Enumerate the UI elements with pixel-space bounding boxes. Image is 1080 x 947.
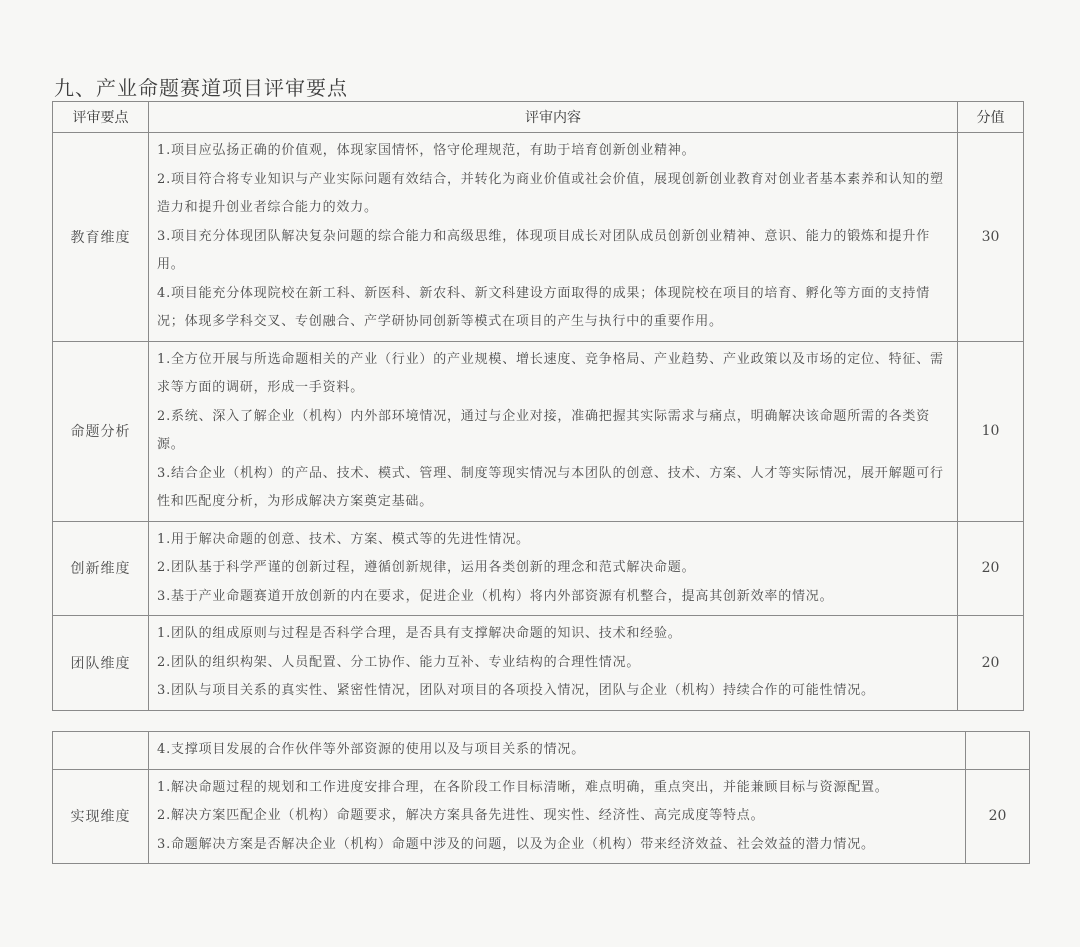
criterion-item: 3.团队与项目关系的真实性、紧密性情况，团队对项目的各项投入情况，团队与企业（机构）持续合作的可能性情况。 <box>157 683 875 698</box>
criterion-item: 1.解决命题过程的规划和工作进度安排合理，在各阶段工作目标清晰，难点明确，重点突出，并能兼顾目标与资源配置。 <box>157 779 889 795</box>
criterion-item: 4.项目能充分体现院校在新工科、新医科、新农科、新文科建设方面取得的成果；体现院校在项目的培育、孵化等方面的支持情况；体现多学科交叉、专创融合、产学研协同创新等模式在项目的产生与执行中的重要作用。 <box>157 285 931 329</box>
score-cell: 20 <box>958 521 1024 616</box>
criterion-item: 4.支撑项目发展的合作伙伴等外部资源的使用以及与项目关系的情况。 <box>157 742 586 757</box>
content-cell <box>149 616 958 711</box>
content-cell <box>149 732 966 770</box>
table-row <box>53 341 1024 521</box>
criterion-item: 3.项目充分体现团队解决复杂问题的综合能力和高级思维，体现项目成长对团队成员创新创业精神、意识、能力的锻炼和提升作用。 <box>157 228 931 272</box>
header-score: 分值 <box>958 102 1024 133</box>
category-cell: 创新维度 <box>53 521 149 616</box>
content-cell <box>149 769 966 864</box>
score-cell: 10 <box>958 341 1024 521</box>
score-cell: 20 <box>958 616 1024 711</box>
table-row <box>53 769 1030 864</box>
category-cell-empty <box>53 732 149 770</box>
content-cell <box>149 521 958 616</box>
criterion-item: 1.项目应弘扬正确的价值观，体现家国情怀，恪守伦理规范，有助于培育创新创业精神。 <box>157 143 696 158</box>
category-cell: 团队维度 <box>53 616 149 711</box>
category-cell: 教育维度 <box>53 133 149 342</box>
criterion-item: 3.结合企业（机构）的产品、技术、模式、管理、制度等现实情况与本团队的创意、技术、方案、人才等实际情况，展开解题可行性和匹配度分析，为形成解决方案奠定基础。 <box>157 465 944 509</box>
review-table <box>52 101 1024 711</box>
criterion-item: 2.团队的组织构架、人员配置、分工协作、能力互补、专业结构的合理性情况。 <box>157 654 641 670</box>
table-row <box>53 732 1030 770</box>
table-row <box>53 616 1024 711</box>
criterion-item: 2.解决方案匹配企业（机构）命题要求，解决方案具备先进性、现实性、经济性、高完成度等特点。 <box>157 808 765 823</box>
criterion-item: 3.命题解决方案是否解决企业（机构）命题中涉及的问题，以及为企业（机构）带来经济效益、社会效益的潜力情况。 <box>157 836 875 852</box>
table-header-row <box>53 102 1024 133</box>
category-cell: 命题分析 <box>53 341 149 521</box>
table-row <box>53 521 1024 616</box>
criterion-item: 2.项目符合将专业知识与产业实际问题有效结合，并转化为商业价值或社会价值，展现创新创业教育对创业者基本素养和认知的塑造力和提升创业者综合能力的效力。 <box>157 171 944 215</box>
category-cell: 实现维度 <box>53 769 149 864</box>
criterion-item: 2.团队基于科学严谨的创新过程，遵循创新规律，运用各类创新的理念和范式解决命题。 <box>157 560 696 575</box>
criterion-item: 1.用于解决命题的创意、技术、方案、模式等的先进性情况。 <box>157 531 530 547</box>
review-table-continued <box>52 731 1030 864</box>
header-content: 评审内容 <box>149 102 958 133</box>
table-row <box>53 133 1024 342</box>
content-cell <box>149 341 958 521</box>
criterion-item: 3.基于产业命题赛道开放创新的内在要求，促进企业（机构）将内外部资源有机整合，提高其创新效率的情况。 <box>157 588 834 604</box>
criterion-item: 2.系统、深入了解企业（机构）内外部环境情况，通过与企业对接，准确把握其实际需求与痛点，明确解决该命题所需的各类资源。 <box>157 408 931 452</box>
section-title: 九、产业命题赛道项目评审要点 <box>54 76 348 100</box>
score-cell-empty <box>966 732 1030 770</box>
score-cell: 20 <box>966 769 1030 864</box>
content-cell <box>149 133 958 342</box>
criterion-item: 1.团队的组成原则与过程是否科学合理，是否具有支撑解决命题的知识、技术和经验。 <box>157 626 682 641</box>
criterion-item: 1.全方位开展与所选命题相关的产业（行业）的产业规模、增长速度、竞争格局、产业趋势、产业政策以及市场的定位、特征、需求等方面的调研，形成一手资料。 <box>157 351 944 395</box>
score-cell: 30 <box>958 133 1024 342</box>
header-criteria: 评审要点 <box>53 102 149 133</box>
